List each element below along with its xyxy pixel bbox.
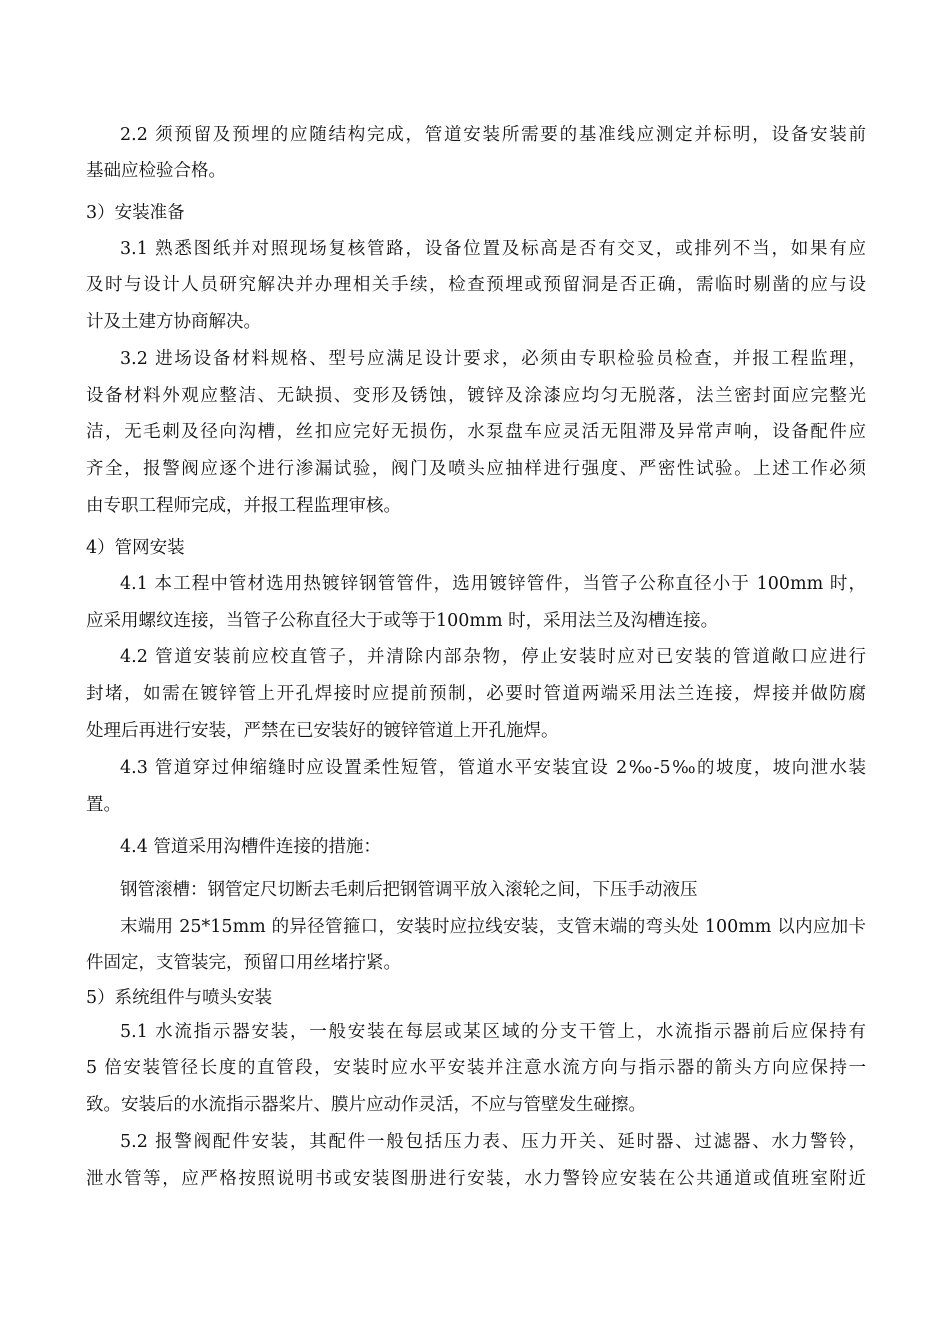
text-line: 封堵，如需在镀锌管上开孔焊接时应提前预制，必要时管道两端采用法兰连接，焊接并做防腐	[86, 684, 866, 704]
text-line: 末端用 25*15mm 的异径管箍口，安装时应拉线安装，支管末端的弯头处 100mm 以内应加卡	[120, 917, 866, 937]
text-line: 5 倍安装管径长度的直管段，安装时应水平安装并注意水流方向与指示器的箭头方向应保持一	[86, 1058, 866, 1078]
text-line: 应采用螺纹连接，当管子公称直径大于或等于100mm 时，采用法兰及沟槽连接。	[86, 611, 719, 631]
text-line: 基础应检验合格。	[86, 161, 226, 181]
text-line: 由专职工程师完成，并报工程监理审核。	[86, 496, 401, 516]
section-heading: 4）管网安装	[86, 538, 185, 558]
text-line: 及时与设计人员研究解决并办理相关手续，检查预埋或预留洞是否正确，需临时剔凿的应与设	[86, 275, 866, 295]
section-heading: 3）安装准备	[86, 203, 185, 223]
text-line: 3.1 熟悉图纸并对照现场复核管路，设备位置及标高是否有交叉，或排列不当，如果有应	[120, 239, 866, 259]
text-line: 4.1 本工程中管材选用热镀锌钢管管件，选用镀锌管件，当管子公称直径小于 100mm 时，	[120, 574, 866, 594]
text-line: 4.2 管道安装前应校直管子，并清除内部杂物，停止安装时应对已安装的管道敞口应进行	[120, 647, 866, 667]
text-line: 设备材料外观应整洁、无缺损、变形及锈蚀，镀锌及涂漆应均匀无脱落，法兰密封面应完整光	[86, 386, 866, 406]
text-line: 致。安装后的水流指示器桨片、膜片应动作灵活，不应与管壁发生碰擦。	[86, 1095, 646, 1115]
text-line: 置。	[86, 795, 121, 815]
text-line: 泄水管等，应严格按照说明书或安装图册进行安装，水力警铃应安装在公共通道或值班室附近	[86, 1169, 866, 1189]
text-line: 3.2 进场设备材料规格、型号应满足设计要求，必须由专职检验员检查，并报工程监理，	[120, 349, 866, 369]
text-line: 4.4 管道采用沟槽件连接的措施：	[120, 837, 381, 857]
text-line: 齐全，报警阀应逐个进行渗漏试验，阀门及喷头应抽样进行强度、严密性试验。上述工作必须	[86, 459, 866, 479]
text-line: 处理后再进行安装，严禁在已安装好的镀锌管道上开孔施焊。	[86, 721, 559, 741]
section-heading: 5）系统组件与喷头安装	[86, 988, 273, 1008]
text-line: 件固定，支管装完，预留口用丝堵拧紧。	[86, 953, 401, 973]
text-line: 2.2 须预留及预埋的应随结构完成，管道安装所需要的基准线应测定并标明，设备安装前	[120, 125, 866, 145]
text-line: 钢管滚槽：钢管定尺切断去毛刺后把钢管调平放入滚轮之间，下压手动液压	[120, 880, 698, 900]
text-line: 4.3 管道穿过伸缩缝时应设置柔性短管，管道水平安装宜设 2‰-5‰的坡度，坡向泄水装	[120, 758, 866, 778]
text-line: 计及土建方协商解决。	[86, 312, 261, 332]
text-line: 5.1 水流指示器安装，一般安装在每层或某区域的分支干管上，水流指示器前后应保持有	[120, 1022, 866, 1042]
text-line: 洁，无毛刺及径向沟槽，丝扣应完好无损伤，水泵盘车应灵活无阻滞及异常声响，设备配件应	[86, 422, 866, 442]
text-line: 5.2 报警阀配件安装，其配件一般包括压力表、压力开关、延时器、过滤器、水力警铃，	[120, 1132, 866, 1152]
